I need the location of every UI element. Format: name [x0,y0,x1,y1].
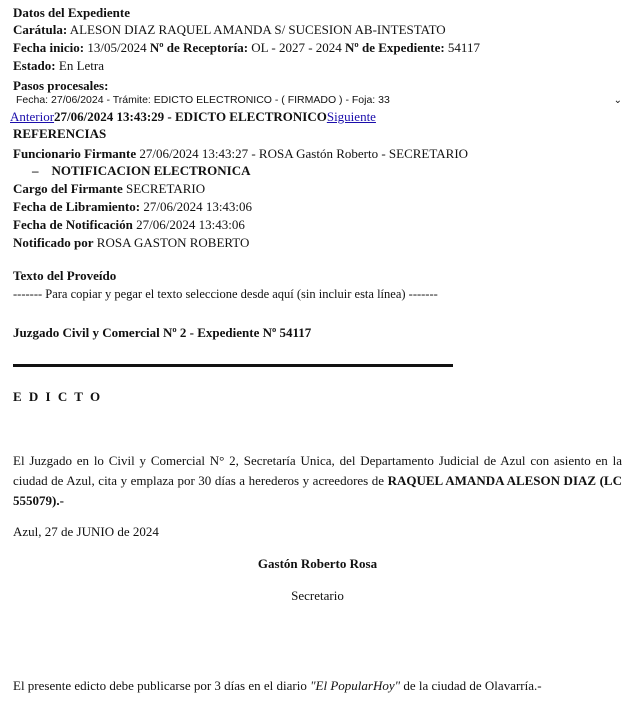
referencias-title: REFERENCIAS [13,126,107,141]
bullet-dash: – [32,163,39,178]
copy-hint: ------- Para copiar y pegar el texto seleccione desde aquí (sin incluir esta línea) ------- [13,287,438,301]
juzgado-heading: Juzgado Civil y Comercial Nº 2 - Expediente Nº 54117 [13,325,312,340]
nav-row [10,109,376,125]
notificacion-heading: – NOTIFICACION ELECTRONICA [32,163,251,178]
chevron-down-icon: ⌄ [613,95,622,106]
caratula-row [13,22,446,38]
caratula-label: Carátula: [13,22,68,37]
current-step-title: 27/06/2024 13:43:29 - EDICTO ELECTRONICO [54,109,327,124]
next-link[interactable]: Siguiente [326,109,376,124]
signer-role: Secretario [291,588,344,603]
date-line: Azul, 27 de JUNIO de 2024 [13,524,159,539]
notificado-row: Notificado por ROSA GASTON ROBERTO [13,235,250,250]
fecha-notificacion-row: Fecha de Notificación 27/06/2024 13:43:06 [13,217,245,232]
signer-name: Gastón Roberto Rosa [257,556,378,571]
funcionario-row: Funcionario Firmante 27/06/2024 13:43:27 - ROSA Gastón Roberto - SECRETARIO [13,146,469,161]
libramiento-row: Fecha de Libramiento: 27/06/2024 13:43:06 [13,199,253,214]
pasos-select[interactable] [13,93,624,108]
edicto-body: El Juzgado en lo Civil y Comercial N° 2, Secretaría Unica, del Departamento Judicial de Azul con asiento en la ciudad de Azul, cita y emplaza por 30 días a herederos y acreedores de RAQUEL AMANDA ALESON DIAZ (LC 555079).- [13,453,622,508]
footer-note: El presente edicto debe publicarse por 3 días en el diario "El PopularHoy" de la ciudad de Olavarría.- [13,678,542,693]
prev-link[interactable]: Anterior [10,109,55,124]
newspaper-name: "El PopularHoy" [310,678,401,693]
section-title: Datos del Expediente [13,5,130,20]
cargo-row: Cargo del Firmante SECRETARIO [13,181,206,196]
pasos-selected-value: Fecha: 27/06/2024 - Trámite: EDICTO ELECTRONICO - ( FIRMADO ) - Foja: 33 [16,94,390,106]
proveido-title: Texto del Proveído [13,268,117,283]
edicto-heading: E D I C T O [13,389,103,404]
estado-row: Estado: En Letra [13,58,104,73]
fecha-inicio-row: Fecha inicio: 13/05/2024 Nº de Receptoría: OL - 2027 - 2024 Nº de Expediente: 54117 [13,40,480,55]
heir-name: RAQUEL AMANDA ALESON DIAZ (LC 555079).- [13,473,622,508]
caratula-value: ALESON DIAZ RAQUEL AMANDA S/ SUCESION AB-INTESTATO [69,22,446,37]
separator-line [13,364,453,367]
pasos-label: Pasos procesales: [13,78,109,93]
